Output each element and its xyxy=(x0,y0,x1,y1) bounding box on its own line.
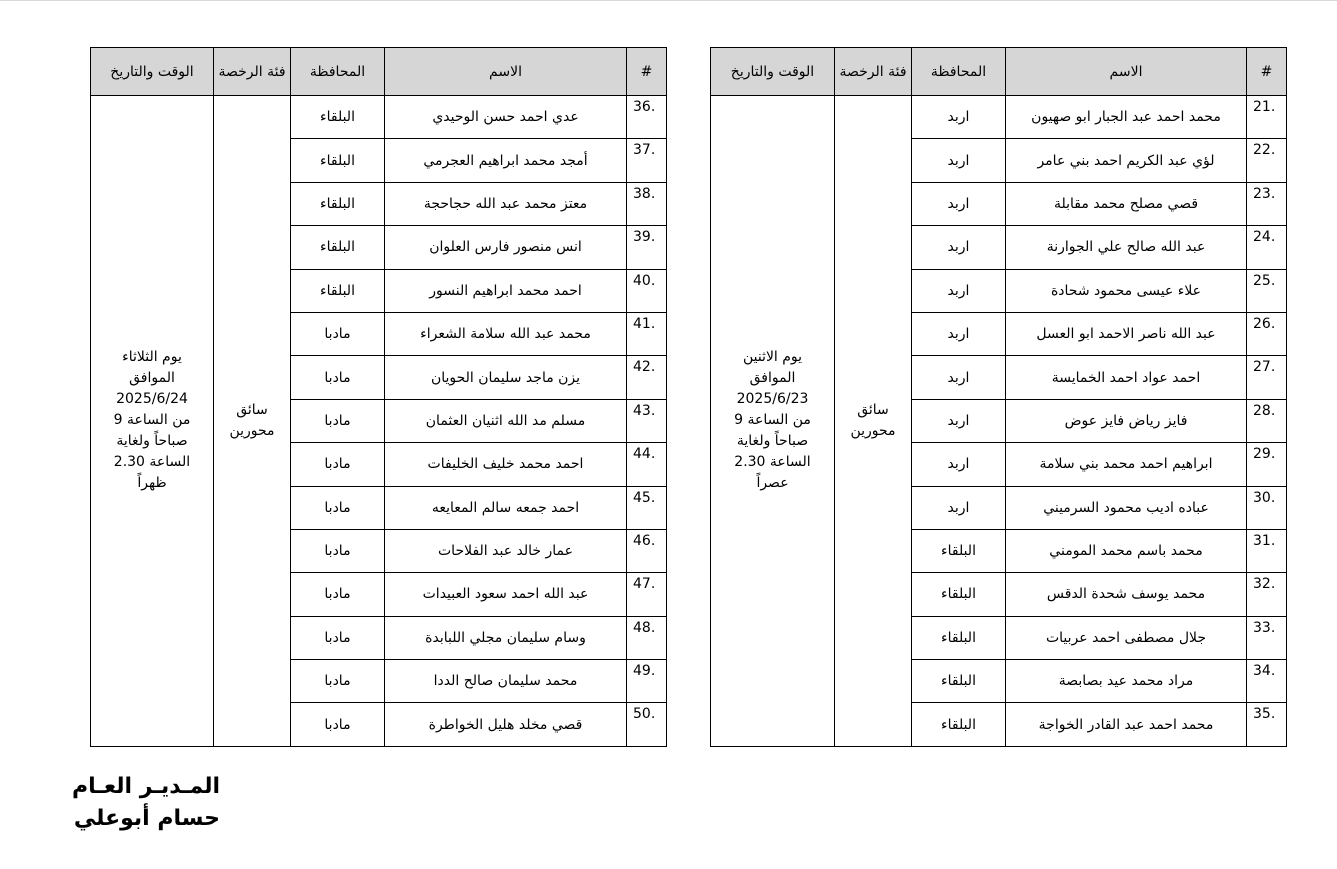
row-number: 42. xyxy=(627,356,667,399)
schedule-line: يوم الثلاثاء xyxy=(122,349,182,366)
row-number: 33. xyxy=(1247,616,1287,659)
row-name: محمد احمد عبد القادر الخواجة xyxy=(1006,703,1247,746)
row-number: 44. xyxy=(627,443,667,486)
row-number: 30. xyxy=(1247,486,1287,529)
schedule-line: الموافق xyxy=(129,370,175,387)
license-category-cell: سائق محورين xyxy=(214,96,291,747)
row-number: 23. xyxy=(1247,182,1287,225)
row-number: 26. xyxy=(1247,312,1287,355)
row-name: عمار خالد عبد الفلاحات xyxy=(385,529,627,572)
row-name: احمد عواد احمد الخمايسة xyxy=(1006,356,1247,399)
row-governorate: اربد xyxy=(912,96,1006,139)
row-number: 38. xyxy=(627,182,667,225)
row-name: مسلم مد الله اثنيان العثمان xyxy=(385,399,627,442)
row-name: ابراهيم احمد محمد بني سلامة xyxy=(1006,443,1247,486)
row-name: علاء عيسى محمود شحادة xyxy=(1006,269,1247,312)
row-governorate: البلقاء xyxy=(291,269,385,312)
row-number: 28. xyxy=(1247,399,1287,442)
row-governorate: مادبا xyxy=(291,573,385,616)
row-name: مراد محمد عيد بصابصة xyxy=(1006,660,1247,703)
schedule-line: ظهراً xyxy=(137,475,167,492)
row-governorate: اربد xyxy=(912,226,1006,269)
schedule-cell xyxy=(711,96,835,747)
header-num: # xyxy=(627,48,667,96)
row-number: 45. xyxy=(627,486,667,529)
schedule-line: صباحاً ولغاية xyxy=(116,433,188,450)
row-name: محمد عبد الله سلامة الشعراء xyxy=(385,312,627,355)
row-governorate: اربد xyxy=(912,399,1006,442)
row-name: عدي احمد حسن الوحيدي xyxy=(385,96,627,139)
row-governorate: مادبا xyxy=(291,703,385,746)
row-number: 37. xyxy=(627,139,667,182)
row-number: 24. xyxy=(1247,226,1287,269)
table-row xyxy=(91,96,667,139)
schedule-line: الساعة 2.30 xyxy=(734,454,811,471)
row-name: احمد محمد خليف الخليفات xyxy=(385,443,627,486)
row-name: عبد الله ناصر الاحمد ابو العسل xyxy=(1006,312,1247,355)
signature-name: حسام أبوعلي xyxy=(73,806,220,831)
row-number: 49. xyxy=(627,660,667,703)
row-number: 25. xyxy=(1247,269,1287,312)
row-name: أمجد محمد ابراهيم العجرمي xyxy=(385,139,627,182)
header-datetime: الوقت والتاريخ xyxy=(91,48,214,96)
row-governorate: البلقاء xyxy=(291,96,385,139)
header-name: الاسم xyxy=(385,48,627,96)
row-governorate: مادبا xyxy=(291,356,385,399)
row-name: محمد يوسف شحدة الدقس xyxy=(1006,573,1247,616)
row-number: 32. xyxy=(1247,573,1287,616)
row-name: عبد الله صالح علي الجوارنة xyxy=(1006,226,1247,269)
row-name: يزن ماجد سليمان الحويان xyxy=(385,356,627,399)
row-name: جلال مصطفى احمد عربيات xyxy=(1006,616,1247,659)
row-governorate: البلقاء xyxy=(912,616,1006,659)
row-name: لؤي عبد الكريم احمد بني عامر xyxy=(1006,139,1247,182)
schedule-line: من الساعة 9 xyxy=(113,412,191,429)
table-header-row xyxy=(711,48,1287,96)
row-governorate: اربد xyxy=(912,269,1006,312)
schedule-line: من الساعة 9 xyxy=(734,412,811,429)
row-number: 36. xyxy=(627,96,667,139)
header-license: فئة الرخصة xyxy=(214,48,291,96)
row-governorate: مادبا xyxy=(291,616,385,659)
row-number: 48. xyxy=(627,616,667,659)
row-number: 35. xyxy=(1247,703,1287,746)
row-name: عبد الله احمد سعود العبيدات xyxy=(385,573,627,616)
row-governorate: البلقاء xyxy=(912,703,1006,746)
header-governorate: المحافظة xyxy=(912,48,1006,96)
row-name: انس منصور فارس العلوان xyxy=(385,226,627,269)
row-name: معتز محمد عبد الله حجاحجة xyxy=(385,182,627,225)
header-name: الاسم xyxy=(1006,48,1247,96)
schedule-line: الموافق xyxy=(749,370,796,387)
row-governorate: البلقاء xyxy=(291,226,385,269)
row-number: 27. xyxy=(1247,356,1287,399)
row-governorate: اربد xyxy=(912,443,1006,486)
row-number: 31. xyxy=(1247,529,1287,572)
row-governorate: اربد xyxy=(912,356,1006,399)
row-number: 47. xyxy=(627,573,667,616)
row-name: عباده اديب محمود السرميني xyxy=(1006,486,1247,529)
schedule-line: الساعة 2.30 xyxy=(113,454,191,471)
row-name: قصي مصلح محمد مقابلة xyxy=(1006,182,1247,225)
row-governorate: مادبا xyxy=(291,443,385,486)
row-name: محمد باسم محمد المومني xyxy=(1006,529,1247,572)
header-governorate: المحافظة xyxy=(291,48,385,96)
row-governorate: مادبا xyxy=(291,399,385,442)
schedule-line: 2025/6/24 xyxy=(116,391,188,408)
signature-block xyxy=(71,771,220,835)
table-row xyxy=(711,96,1287,139)
row-governorate: مادبا xyxy=(291,486,385,529)
row-governorate: البلقاء xyxy=(291,139,385,182)
row-name: قصي مخلد هليل الخواطرة xyxy=(385,703,627,746)
signature-title: المـديـر العـام xyxy=(71,774,220,799)
row-number: 22. xyxy=(1247,139,1287,182)
table-header-row xyxy=(91,48,667,96)
row-name: فايز رياض فايز عوض xyxy=(1006,399,1247,442)
row-number: 39. xyxy=(627,226,667,269)
row-governorate: البلقاء xyxy=(912,573,1006,616)
row-number: 40. xyxy=(627,269,667,312)
schedule-line: عصراً xyxy=(756,475,789,492)
row-number: 41. xyxy=(627,312,667,355)
row-governorate: اربد xyxy=(912,312,1006,355)
row-name: محمد سليمان صالح الددا xyxy=(385,660,627,703)
row-number: 43. xyxy=(627,399,667,442)
row-governorate: اربد xyxy=(912,486,1006,529)
schedule-cell xyxy=(91,96,214,747)
header-num: # xyxy=(1247,48,1287,96)
row-number: 29. xyxy=(1247,443,1287,486)
row-number: 50. xyxy=(627,703,667,746)
row-governorate: اربد xyxy=(912,139,1006,182)
row-number: 46. xyxy=(627,529,667,572)
row-governorate: مادبا xyxy=(291,529,385,572)
row-name: محمد احمد عبد الجبار ابو صهيون xyxy=(1006,96,1247,139)
row-number: 34. xyxy=(1247,660,1287,703)
row-governorate: مادبا xyxy=(291,660,385,703)
roster-table-monday xyxy=(710,47,1287,747)
row-governorate: اربد xyxy=(912,182,1006,225)
row-name: احمد جمعه سالم المعايعه xyxy=(385,486,627,529)
header-license: فئة الرخصة xyxy=(835,48,912,96)
row-governorate: البلقاء xyxy=(912,660,1006,703)
row-number: 21. xyxy=(1247,96,1287,139)
schedule-line: يوم الاثنين xyxy=(742,349,803,366)
schedule-line: 2025/6/23 xyxy=(736,391,809,408)
header-datetime: الوقت والتاريخ xyxy=(711,48,835,96)
license-category-cell: سائق محورين xyxy=(835,96,912,747)
roster-table-tuesday xyxy=(90,47,667,747)
row-name: احمد محمد ابراهيم النسور xyxy=(385,269,627,312)
row-governorate: البلقاء xyxy=(291,182,385,225)
row-governorate: البلقاء xyxy=(912,529,1006,572)
row-name: وسام سليمان مجلي اللبابدة xyxy=(385,616,627,659)
schedule-line: صباحاً ولغاية xyxy=(736,433,809,450)
row-governorate: مادبا xyxy=(291,312,385,355)
